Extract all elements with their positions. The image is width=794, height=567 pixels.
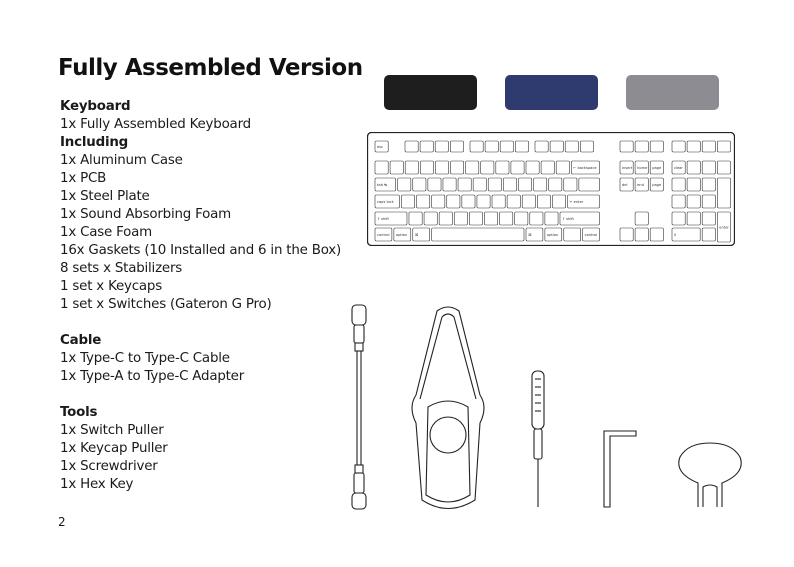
key — [432, 195, 445, 208]
usb-c-cable — [352, 305, 366, 509]
key — [462, 195, 475, 208]
section-heading-tools: Tools — [60, 405, 98, 420]
tools-diagram — [330, 295, 760, 517]
key-legend: control — [377, 232, 390, 237]
key — [687, 141, 700, 152]
key — [428, 178, 441, 191]
key — [635, 212, 648, 225]
list-item: 1x Hex Key — [60, 477, 134, 492]
keycap-puller — [412, 307, 484, 509]
list-item: 1x Screwdriver — [60, 459, 158, 474]
key — [401, 195, 414, 208]
key — [439, 212, 452, 225]
key — [687, 161, 700, 174]
key — [672, 212, 685, 225]
key-legend: insert — [622, 165, 633, 170]
key-legend: ← backspace — [573, 165, 597, 170]
list-item: 1x Keycap Puller — [60, 441, 168, 456]
key — [424, 212, 437, 225]
key — [535, 141, 548, 152]
key — [672, 141, 685, 152]
key — [530, 212, 543, 225]
key — [409, 212, 422, 225]
key — [432, 228, 524, 241]
key — [375, 161, 388, 174]
key — [650, 228, 663, 241]
list-item: 8 sets x Stabilizers — [60, 261, 183, 276]
key-legend: page — [652, 182, 662, 187]
key — [620, 228, 633, 241]
key-legend: home — [637, 165, 648, 170]
key — [484, 212, 497, 225]
key-legend: del — [622, 182, 628, 187]
list-item: 1 set x Switches (Gateron G Pro) — [60, 297, 272, 312]
key — [469, 212, 482, 225]
key — [518, 178, 531, 191]
key — [477, 195, 490, 208]
key — [620, 141, 633, 152]
key — [451, 161, 464, 174]
key — [717, 161, 730, 174]
key-legend: end — [637, 182, 644, 187]
key-legend: caps lock — [377, 199, 394, 204]
key — [473, 178, 486, 191]
key-legend: option — [546, 232, 559, 237]
key — [420, 141, 433, 152]
key — [650, 141, 663, 152]
key — [481, 161, 494, 174]
key — [496, 161, 509, 174]
page-number: 2 — [58, 515, 66, 529]
key — [687, 178, 700, 191]
section-heading-keyboard: Keyboard — [60, 99, 131, 114]
key-legend: esc — [377, 144, 384, 149]
key — [398, 178, 411, 191]
key-legend: enter — [719, 225, 729, 230]
key — [545, 212, 558, 225]
key — [580, 141, 593, 152]
key-legend: ↵ enter — [569, 199, 584, 204]
list-item: 1x Aluminum Case — [60, 153, 183, 168]
key — [579, 178, 600, 191]
key — [507, 195, 520, 208]
list-item: 1x Sound Absorbing Foam — [60, 207, 231, 222]
key — [717, 141, 730, 152]
key — [522, 195, 535, 208]
key — [488, 178, 501, 191]
list-item: 1x Steel Plate — [60, 189, 150, 204]
key — [435, 141, 448, 152]
swatch-navy — [505, 75, 598, 110]
key — [687, 212, 700, 225]
screwdriver — [532, 371, 544, 507]
section-heading-cable: Cable — [60, 333, 102, 348]
key-legend: option — [395, 232, 408, 237]
list-item: 1x Type-C to Type-C Cable — [60, 351, 230, 366]
key — [511, 161, 524, 174]
section-heading-including: Including — [60, 135, 129, 150]
key — [635, 141, 648, 152]
key — [500, 141, 513, 152]
key — [672, 178, 685, 191]
key — [405, 161, 418, 174]
key — [552, 195, 565, 208]
key — [447, 195, 460, 208]
list-item: 1x Fully Assembled Keyboard — [60, 117, 251, 132]
key — [565, 141, 578, 152]
key-legend: ⌘ — [414, 232, 419, 237]
key — [390, 161, 403, 174]
key — [549, 178, 562, 191]
swatch-black — [384, 75, 477, 110]
contents-list — [60, 98, 341, 494]
list-item: 1x Case Foam — [60, 225, 152, 240]
key-legend: tab ↹ — [377, 182, 388, 187]
key — [417, 195, 430, 208]
key — [564, 228, 581, 241]
key — [485, 141, 498, 152]
key-legend: ⇧ shift — [377, 216, 389, 221]
key-legend: page — [652, 165, 662, 170]
key — [454, 212, 467, 225]
key — [635, 228, 648, 241]
key — [702, 228, 715, 241]
list-item: 16x Gaskets (10 Installed and 6 in the Box) — [60, 243, 342, 258]
key — [420, 161, 433, 174]
key-legend: ⇧ shift — [561, 216, 574, 221]
key-legend: control — [584, 232, 598, 237]
key — [702, 141, 715, 152]
page-title: Fully Assembled Version — [58, 55, 363, 81]
key — [443, 178, 456, 191]
key — [702, 212, 715, 225]
key — [450, 141, 463, 152]
key — [405, 141, 418, 152]
key — [556, 161, 569, 174]
switch-puller — [679, 443, 741, 507]
key — [492, 195, 505, 208]
key — [515, 141, 528, 152]
key-legend: ⌘ — [528, 232, 532, 237]
key — [702, 161, 715, 174]
key — [534, 178, 547, 191]
list-item: 1x PCB — [60, 171, 107, 186]
list-item: 1x Type-A to Type-C Adapter — [60, 369, 245, 384]
key — [702, 195, 715, 208]
key — [515, 212, 528, 225]
key — [541, 161, 554, 174]
key — [470, 141, 483, 152]
key-legend: clear — [674, 165, 683, 170]
key — [413, 178, 426, 191]
key — [537, 195, 550, 208]
key — [672, 195, 685, 208]
keyboard-diagram — [367, 132, 735, 246]
key-legend: 0 — [674, 232, 677, 237]
hex-key — [604, 431, 636, 507]
key — [687, 195, 700, 208]
key — [466, 161, 479, 174]
swatch-grey — [626, 75, 719, 110]
key — [503, 178, 516, 191]
key — [702, 178, 715, 191]
key — [564, 178, 577, 191]
key — [458, 178, 471, 191]
key — [500, 212, 513, 225]
key — [717, 178, 730, 208]
list-item: 1 set x Keycaps — [60, 279, 162, 294]
list-item: 1x Switch Puller — [60, 423, 164, 438]
key — [550, 141, 563, 152]
key — [435, 161, 448, 174]
key — [526, 161, 539, 174]
